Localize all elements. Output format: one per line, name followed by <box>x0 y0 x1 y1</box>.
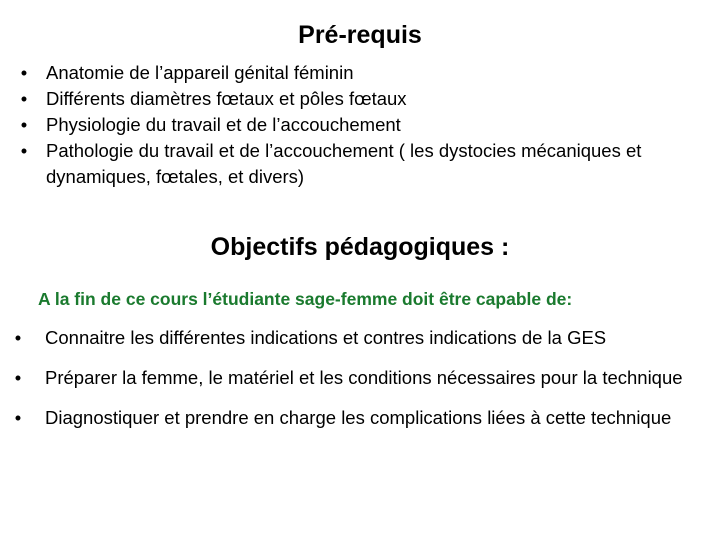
list-item-text: Physiologie du travail et de l’accouchement <box>46 114 401 135</box>
list-item <box>12 362 708 393</box>
list-item-text: Pathologie du travail et de l’accouchement ( les dystocies mécaniques et dynamiques, fœtales, et divers) <box>46 140 642 187</box>
bullet-icon: • <box>20 140 28 161</box>
list-item-text: Différents diamètres fœtaux et pôles fœtaux <box>46 88 407 109</box>
prerequis-title: Pré-requis <box>298 21 422 49</box>
prerequis-list <box>18 60 708 190</box>
objectifs-intro: A la fin de ce cours l’étudiante sage-femme doit être capable de: <box>38 289 573 309</box>
objectifs-list <box>12 322 708 442</box>
bullet-icon: • <box>14 327 22 348</box>
list-item <box>12 322 708 353</box>
list-item <box>18 86 708 112</box>
bullet-icon: • <box>14 407 22 428</box>
bullet-icon: • <box>14 367 22 388</box>
list-item <box>18 138 708 190</box>
list-item-text: Préparer la femme, le matériel et les conditions nécessaires pour la technique <box>45 367 683 388</box>
list-item-text: Connaitre les différentes indications et contres indications de la GES <box>45 327 607 348</box>
list-item-text: Anatomie de l’appareil génital féminin <box>46 62 354 83</box>
list-item <box>18 112 708 138</box>
list-item <box>12 402 708 433</box>
list-item-text: Diagnostiquer et prendre en charge les complications liées à cette technique <box>45 407 672 428</box>
bullet-icon: • <box>20 62 28 83</box>
list-item <box>18 60 708 86</box>
bullet-icon: • <box>20 114 28 135</box>
bullet-icon: • <box>20 88 28 109</box>
objectifs-title: Objectifs pédagogiques : <box>210 233 510 261</box>
